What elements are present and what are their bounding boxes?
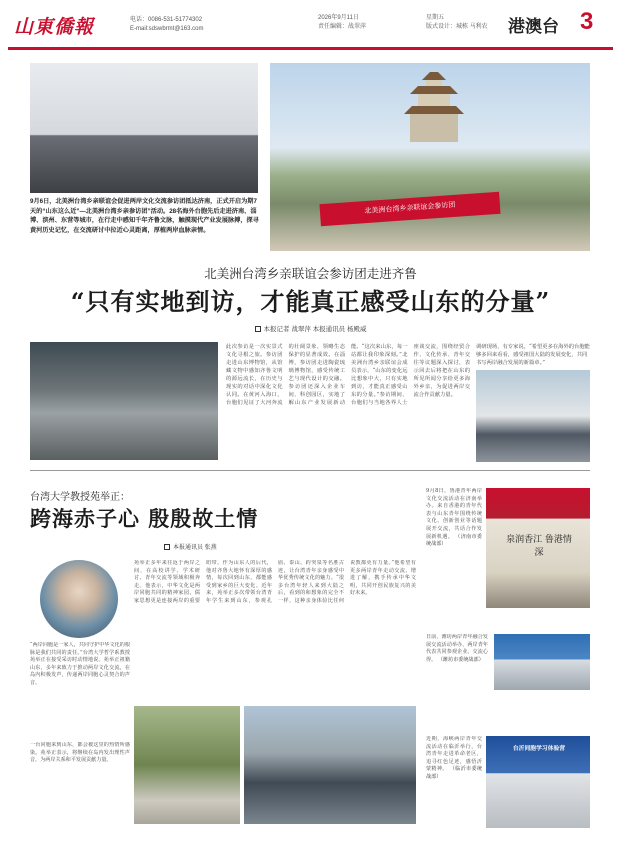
right-brief-2-source: （潍坊市委统战部） <box>437 656 484 663</box>
story2-body-left: “两岸同胞是一家人，共同守护中华文化的根脉是我们共同的责任。”台湾大学哲学系教授苑举正在接受采访时动情地说。苑举正祖籍山东，多年来致力于推动两岸文化交流，在岛内积极发声，传递两岸同胞心灵契合的声音。 <box>30 642 130 686</box>
newspaper-logo: 山東僑報 <box>14 16 95 38</box>
story1-body-right: 调研现场，有专家说，“希望更多在海外的台胞能够多回来看看，感受祖国大陆的发展变化，共同书写两岸融合发展的新篇章。” <box>476 344 590 366</box>
youth-exchange-photo <box>494 634 590 690</box>
designer-line: 版式设计：城栋 马利农 <box>426 24 488 30</box>
editor-line: 责任编辑：战翠萍 <box>318 24 367 30</box>
email-line: E-mail:sdswbrmt@163.com <box>130 26 204 32</box>
story1-byline-text: 本报记者 战翠萍 本报通讯员 杨殿威 <box>263 326 367 333</box>
pagoda-illustration <box>400 72 468 142</box>
right-brief-3-text: 近期，海峡两岸青年交流活动在临沂举行，台湾青年走进革命老区，追寻红色足迹，感悟沂蒙精神。 <box>426 736 482 773</box>
group-banner: 北美洲台湾乡亲联谊会参访团 <box>319 192 500 227</box>
byline-square-icon <box>255 326 261 332</box>
camp-sign: 台沂同胞学习体验营 <box>512 746 566 752</box>
section-title: 港澳台 <box>508 17 559 36</box>
story1-subheadline: 北美洲台湾乡亲联谊会参访团走进齐鲁 <box>204 266 417 281</box>
story1-body: 此次参访是一次实景式文化寻根之旅。参访团走进山东博物馆，从馆藏文物中感知齐鲁文明的源远流长，在历史与现实的对话中深化文化认同。在黄河入海口，台胞们见证了大河奔流的壮阔景象，领略生态保护的显著成效。在淄博，参访团走进陶瓷琉璃博物馆，感受传统工艺与现代设计的交融。参访团还深入企业车间、科创园区，实地了解山东产业发展新动能。“这次来山东，每一站都让我印象深刻。”北美洲台湾乡亲联谊会成员表示，“山东的变化远比想象中大，只有实地到访，才能真正感受山东的分量。”参访期间，台胞们与当地各界人士座谈交流，围绕经贸合作、文化传承、青年交往等议题深入探讨，表示回去后将把在山东的所见所闻分享给更多海外乡亲，为促进两岸交流合作贡献力量。 <box>226 344 470 406</box>
professor-portrait <box>40 560 118 638</box>
top-photo-caption: 9月6日，北美洲台湾乡亲联谊会促进两岸文化交流参访团抵达济南，正式开启为期7天的“山东这么近”—北美洲台湾乡亲参访团”活动。28名海外台胞先后走进济南、淄博、滨州、东营等城市，在行走中感知千年齐鲁文脉，触摸现代产业发展脉搏，探寻黄河历史记忆，在交流研讨中拉近心灵距离，厚植两岸血脉亲情。 <box>30 198 259 234</box>
right-brief-3-source: （临沂市委统战部） <box>426 766 482 780</box>
story2-byline <box>164 542 217 551</box>
story2-headline: 跨海赤子心 殷殷故土情 <box>30 506 259 531</box>
visit-photo <box>476 370 590 462</box>
calligraphy-photo <box>486 488 590 608</box>
calligraphy-text: 泉润香江 鲁港情深 <box>506 535 572 558</box>
story1-byline <box>0 324 621 333</box>
right-brief-2-text: 日前，潍坊两岸青年融合发展交流活动举办，两岸青年代表共同参观企业、交流心得。 <box>426 634 488 663</box>
right-brief-2 <box>426 634 488 694</box>
right-brief-1-source: （济南市委统战部） <box>426 533 482 548</box>
right-brief-1 <box>426 488 482 598</box>
story1-headline: “只有实地到访，才能真正感受山东的分量” <box>70 287 551 316</box>
right-brief-3 <box>426 736 482 836</box>
story2-body-low: 一台同胞来到山东，都会被这里的热情所感染。苑举正表示，将继续在岛内发出理性声音，为两岸关系和平发展贡献力量。 <box>30 742 130 764</box>
tel-line: 电话：0086-531-51774302 <box>130 17 203 23</box>
page-number: 3 <box>580 8 594 35</box>
outdoor-group-photo <box>134 706 240 824</box>
story2-subheadline: 台湾大学教授苑举正： <box>30 492 130 503</box>
byline-square-icon <box>164 544 170 550</box>
story2-body-main: 苑举正多年来往返于两岸之间，在高校讲学、学术研讨、青年交流等领域积极奔走。他表示，中华文化是两岸同胞共同的精神家园，儒家思想更是连接两岸的重要纽带。作为山东人的后代，他对齐鲁大地怀有深厚的感情，每次回到山东，都能感受到家乡的巨大变化。近年来，苑举正多次带领台湾青年学生来到山东，参观孔庙、泰山、趵突泉等名胜古迹，让台湾青年亲身感受中华优秀传统文化的魅力。“很多台湾年轻人来到大陆之后，看到的和想象的完全不一样，这种亲身体验比任何说教都更有力量。”他希望有更多两岸青年走动交流、增进了解，携手传承中华文明，共同开创民族复兴的美好未来。 <box>134 560 416 604</box>
museum-photo <box>30 342 218 460</box>
issue-date: 2026年9月11日 <box>318 15 359 21</box>
meeting-photo <box>30 63 258 193</box>
issue-day-block <box>426 14 488 32</box>
story2-byline-text: 本报通讯员 张燕 <box>173 545 217 551</box>
street-group-photo <box>244 706 416 824</box>
contact-info <box>130 16 203 34</box>
issue-day: 星期五 <box>426 15 445 21</box>
issue-date-block <box>318 14 366 32</box>
right-brief-1-text: 9月8日，鲁港青年两岸文化交流活动在济南举办。来自香港的青年代表与山东青年围绕传统文化、创新创业等话题展开交流，共话合作发展新机遇。 <box>426 488 482 540</box>
section-divider <box>30 470 590 471</box>
